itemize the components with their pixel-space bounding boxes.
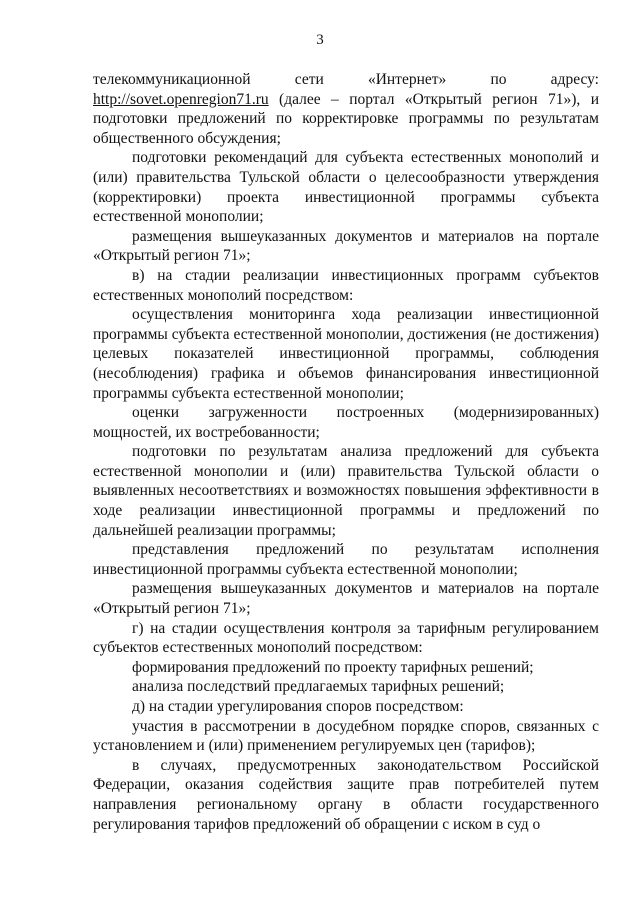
paragraph-9: размещения вышеуказанных документов и материалов на портале «Открытый регион 71»;: [93, 580, 599, 618]
paragraph-10: г) на стадии осуществления контроля за тарифным регулированием субъектов естественных монополий посредством:: [93, 619, 599, 657]
paragraph-15: в случаях, предусмотренных законодательством Российской Федерации, оказания содействия защите прав потребителей путем направления региональному органу в области государственного регулирования тарифов предложений об обращении с иском в суд о: [93, 756, 599, 833]
paragraph-14: участия в рассмотрении в досудебном порядке споров, связанных с установлением и (или) применением регулируемых цен (тарифов);: [93, 717, 599, 755]
document-body: [93, 70, 599, 834]
paragraph-3: размещения вышеуказанных документов и материалов на портале «Открытый регион 71»;: [93, 227, 599, 265]
paragraph-1: [93, 70, 599, 148]
paragraph-13: д) на стадии урегулирования споров посредством:: [132, 698, 464, 715]
paragraph-text: телекоммуникационной сети «Интернет» по адресу:: [93, 71, 599, 88]
paragraph-6: оценки загруженности построенных (модернизированных) мощностей, их востребованности;: [93, 404, 599, 441]
paragraph-8: представления предложений по результатам исполнения инвестиционной программы субъекта естественной монополии;: [93, 541, 599, 578]
portal-link[interactable]: http://sovet.openregion71.ru: [93, 90, 269, 108]
paragraph-11: формирования предложений по проекту тарифных решений;: [132, 658, 534, 676]
paragraph-12: анализа последствий предлагаемых тарифных решений;: [132, 678, 505, 696]
paragraph-5: осуществления мониторинга хода реализации инвестиционной программы субъекта естественной монополии, достижения (не достижения) целевых показателей инвестиционной программы, соблюдения (несоблюдения) графика и объемов финансирования инвестиционной программы субъекта естественной монополии;: [93, 306, 599, 402]
paragraph-text: (далее – портал «Открытый регион 71»), и подготовки предложений по корректировке программы по результатам общественного обсуждения;: [93, 90, 599, 147]
paragraph-2: подготовки рекомендаций для субъекта естественных монополий и (или) правительства Тульской области о целесообразности утверждения (корректировки) проекта инвестиционной программы субъекта естественной монополии;: [93, 149, 599, 226]
paragraph-7: подготовки по результатам анализа предложений для субъекта естественной монополии и (или) правительства Тульской области о выявленных несоответствиях и возможностях повышения эффективности в ходе реализации инвестиционной программы и предложений по дальнейшей реализации программы;: [93, 443, 599, 539]
page-number: 3: [316, 32, 324, 48]
paragraph-4: в) на стадии реализации инвестиционных программ субъектов естественных монополий посредством:: [93, 266, 599, 304]
